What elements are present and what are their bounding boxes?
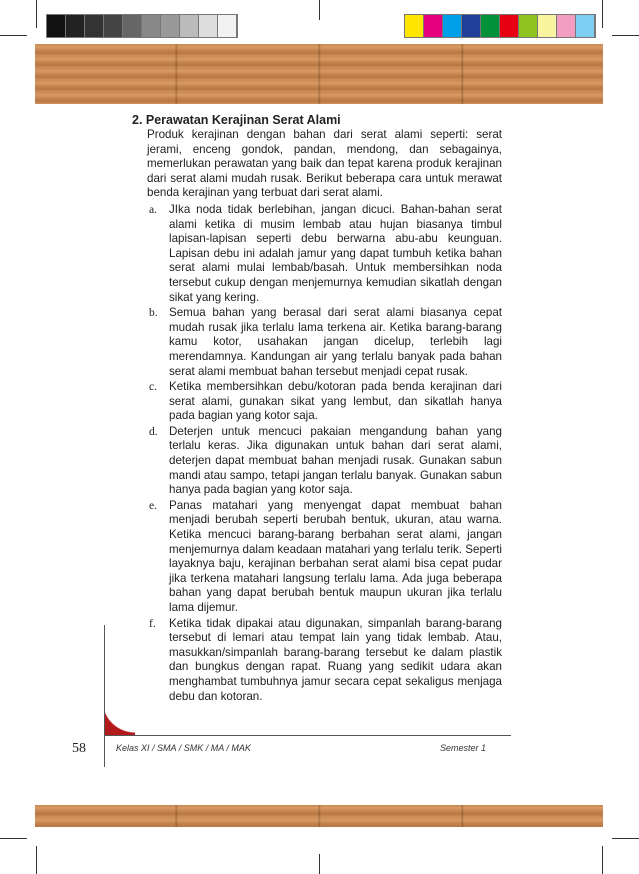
color-swatch (443, 15, 462, 37)
crop-mark (612, 838, 639, 839)
list-item-text: Panas matahari yang menyengat dapat membuat bahan menjadi berubah seperti berubah bentuk, ukuran, atau warna. Ketika mencuci barang-barang berbahan serat alami, jangan menjemurnya dalam keadaan matahari yang terlalu terik. Seperti layaknya baju, kerajinan berbahan serat alami bisa cepat pudar jika terkena matahari langsung terlalu lama. Ada juga beberapa bahan yang dapat berubah bentuk maupun ukuran jika terlalu lama dijemur. (169, 498, 502, 614)
color-swatch (519, 15, 538, 37)
list-marker: c. (149, 381, 157, 394)
list-item-text: Semua bahan yang berasal dari serat alami biasanya cepat mudah rusak jika terlalu lama terkena air. Ketika barang-barang kamu kotor, usahakan jangan dicelup, terlebih lagi merendamnya. Kandungan air yang terlalu banyak pada bahan serat alami membuat bahan tersebut menjadi cepat rusak. (169, 306, 502, 378)
crop-mark (36, 0, 37, 28)
color-swatch (47, 15, 66, 37)
list-marker: b. (149, 307, 158, 320)
color-swatch (66, 15, 85, 37)
list-item (132, 425, 502, 498)
color-swatch (500, 15, 519, 37)
list-item-text: Deterjen untuk mencuci pakaian mengandung bahan yang terlalu keras. Jika digunakan untuk bahan dari serat alami, deterjen dapat membuat bahan menjadi rusak. Gunakan sabun mandi atau sampo, tetapi jangan terlalu banyak. Gunakan sabun hanya pada bagian yang kotor saja. (169, 424, 502, 497)
crop-mark (0, 838, 27, 839)
list-item-text: Ketika tidak dipakai atau digunakan, simpanlah barang-barang tersebut di lemari atau tempat lain yang tidak lembab. Atau, masukkan/simpanlah barang-barang tersebut ke dalam plastik dan bungkus dengan rapat. Ruang yang sedikit udara akan menghambat tumbuhnya jamur secara cepat sekaligus menjaga debu dan kotoran. (169, 616, 502, 703)
color-calibration-bar (404, 14, 596, 38)
crop-mark (612, 35, 639, 36)
color-swatch (576, 15, 595, 37)
color-swatch (538, 15, 557, 37)
color-swatch (405, 15, 424, 37)
crop-mark (319, 0, 320, 20)
list-item (132, 380, 502, 424)
list-marker: d. (149, 425, 158, 438)
list-item (132, 203, 502, 305)
grayscale-calibration-bar (46, 14, 238, 38)
page-content (132, 113, 502, 705)
intro-paragraph: Produk kerajinan dengan bahan dari serat alami seperti: serat jerami, enceng gondok, pandan, mendong, dan sebagainya, memerlukan perawatan yang baik dan tepat karena produk kerajinan dari serat alami mudah rusak. Berikut beberapa cara untuk merawat benda kerajinan yang terbuat dari serat alami. (147, 128, 502, 200)
color-swatch (85, 15, 104, 37)
wood-header-strip (35, 44, 603, 104)
color-swatch (123, 15, 142, 37)
red-corner-accent (105, 700, 135, 735)
color-swatch (557, 15, 576, 37)
wood-footer-strip (35, 805, 603, 827)
footer-semester-label: Semester 1 (440, 743, 487, 753)
color-swatch (481, 15, 500, 37)
color-swatch (142, 15, 161, 37)
footer-rule (104, 735, 511, 736)
color-swatch (424, 15, 443, 37)
list-item-text: JIka noda tidak berlebihan, jangan dicuci. Bahan-bahan serat alami ketika di musim lembab atau hujan biasanya timbul lapisan-lapisan seperti debu berwarna abu-abu keunguan. Lapisan debu ini adalah jamur yang dapat tumbuh ketika bahan serat alami mulai lembab/basah. Untuk membersihkan noda tersebut cukup dengan menjemurnya kemudian sikatlah dengan sikat yang kering. (169, 202, 502, 304)
section-title: 2. Perawatan Kerajinan Serat Alami (132, 113, 341, 127)
color-swatch (180, 15, 199, 37)
color-swatch (104, 15, 123, 37)
color-swatch (161, 15, 180, 37)
crop-mark (602, 846, 603, 874)
page-number: 58 (72, 741, 86, 756)
footer-class-label: Kelas XI / SMA / SMK / MA / MAK (116, 743, 251, 753)
color-swatch (218, 15, 237, 37)
list-marker: e. (149, 499, 157, 512)
color-swatch (462, 15, 481, 37)
crop-mark (602, 0, 603, 28)
list-item-text: Ketika membersihkan debu/kotoran pada benda kerajinan dari serat alami, gunakan sikat yang lembut, dan sikatlah hanya pada bagian yang kotor saja. (169, 380, 502, 423)
list-marker: a. (149, 203, 157, 216)
list-item (132, 499, 502, 616)
list-marker: f. (149, 617, 156, 630)
list-item (132, 306, 502, 379)
crop-mark (36, 846, 37, 874)
margin-vertical-rule (104, 625, 105, 767)
crop-mark (319, 854, 320, 874)
care-list (132, 203, 502, 704)
color-swatch (199, 15, 218, 37)
list-item (132, 617, 502, 705)
crop-mark (0, 35, 27, 36)
